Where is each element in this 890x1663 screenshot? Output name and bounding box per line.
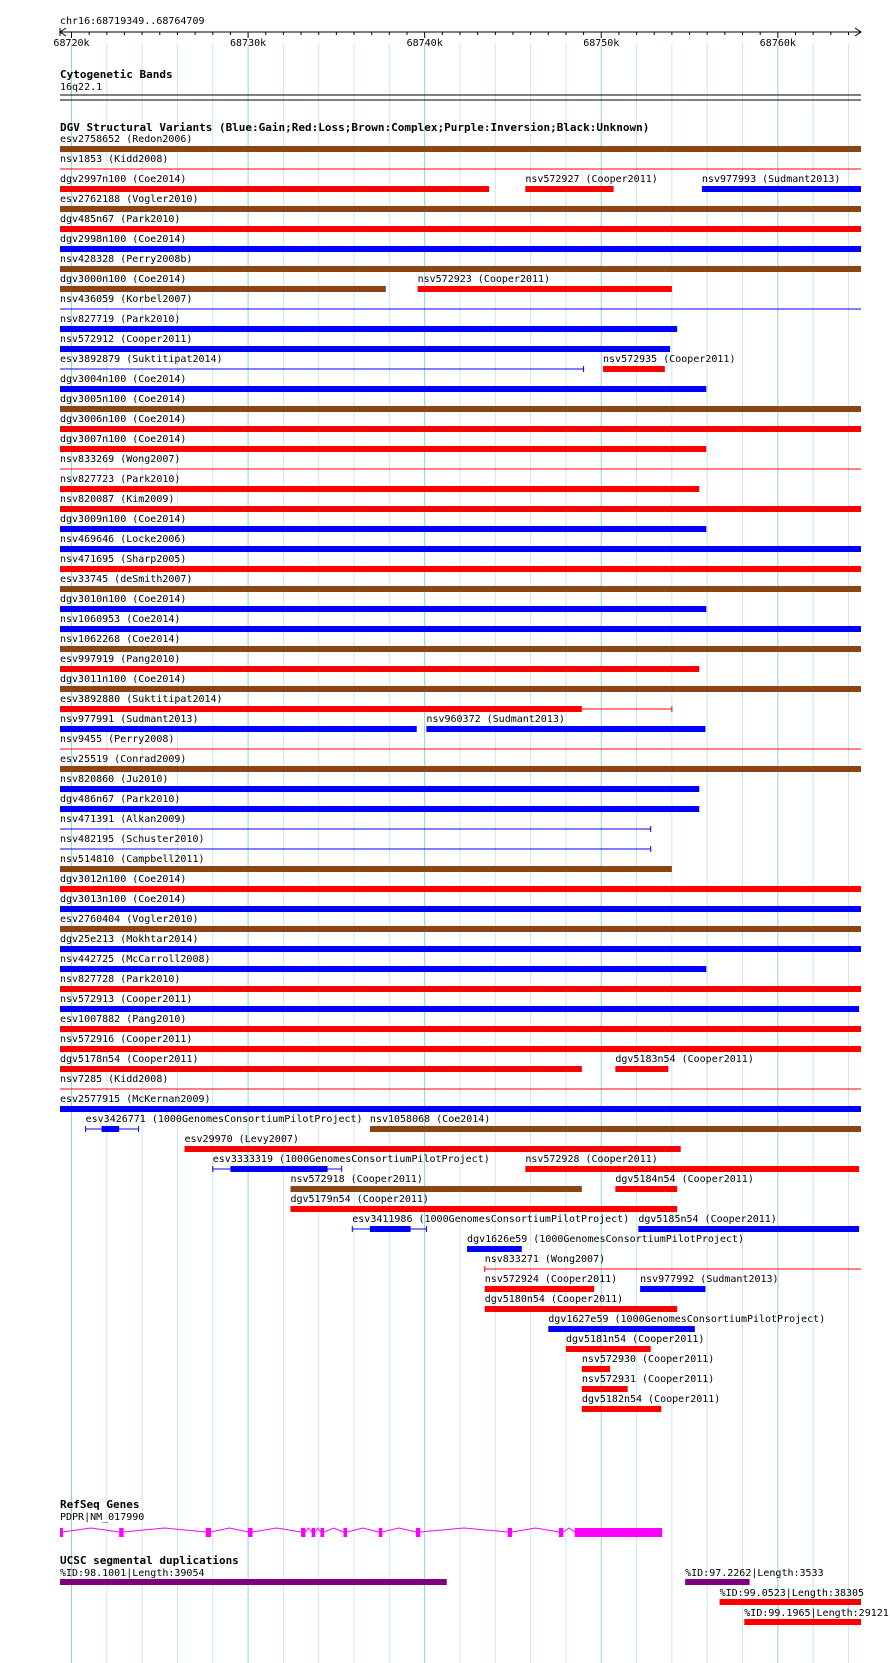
dgv-variant-bar bbox=[60, 246, 861, 252]
ruler-ticks bbox=[53, 28, 861, 49]
dgv-variant-bar bbox=[702, 186, 861, 192]
dgv-variant-label: dgv5181n54 (Cooper2011) bbox=[565, 1334, 705, 1345]
dgv-variant[interactable] bbox=[60, 514, 706, 532]
dgv-variant-label: nsv572913 (Cooper2011) bbox=[60, 994, 193, 1005]
dgv-variant[interactable] bbox=[60, 1094, 861, 1112]
dgv-variant-bar bbox=[60, 786, 699, 792]
dgv-variant-label: nsv572924 (Cooper2011) bbox=[484, 1274, 618, 1285]
dgv-variant-label: nsv572935 (Cooper2011) bbox=[603, 354, 736, 365]
dgv-variant[interactable] bbox=[60, 1014, 861, 1032]
dgv-variant[interactable] bbox=[60, 474, 699, 492]
dgv-variant[interactable] bbox=[60, 214, 861, 232]
dgv-variant[interactable] bbox=[60, 694, 672, 712]
dgv-variant-bar bbox=[485, 1306, 677, 1312]
dgv-variant-bar bbox=[60, 426, 861, 432]
dgv-variant-label: nsv442725 (McCarroll2008) bbox=[60, 954, 211, 965]
dgv-variant[interactable] bbox=[60, 954, 706, 972]
dgv-variant-label: nsv471391 (Alkan2009) bbox=[60, 814, 187, 825]
dgv-variant-label: dgv5179n54 (Cooper2011) bbox=[290, 1194, 429, 1205]
dgv-variant-bar bbox=[60, 806, 699, 812]
dgv-variant[interactable] bbox=[86, 1114, 363, 1132]
refseq-intron bbox=[211, 1528, 248, 1532]
refseq-exon bbox=[416, 1528, 420, 1537]
segdup-feature[interactable] bbox=[685, 1568, 823, 1585]
dgv-variant[interactable] bbox=[352, 1214, 629, 1232]
refseq-exon bbox=[379, 1528, 383, 1537]
dgv-variant[interactable] bbox=[370, 1114, 861, 1132]
refseq-intron bbox=[305, 1528, 311, 1532]
dgv-variant-bar bbox=[548, 1326, 695, 1332]
dgv-variant-bar bbox=[60, 706, 582, 712]
dgv-variant-bar bbox=[60, 206, 861, 212]
dgv-variant-label: nsv7285 (Kidd2008) bbox=[60, 1074, 169, 1085]
dgv-variant-label: nsv469646 (Locke2006) bbox=[60, 534, 187, 545]
ruler-tick-label: 68750k bbox=[583, 38, 620, 49]
dgv-variant-label: nsv977992 (Sudmant2013) bbox=[640, 1274, 779, 1285]
refseq-exon bbox=[119, 1528, 123, 1537]
dgv-variant-label: nsv820860 (Ju2010) bbox=[60, 774, 169, 785]
dgv-variant-label: dgv3012n100 (Coe2014) bbox=[60, 874, 187, 885]
dgv-variant[interactable] bbox=[615, 1174, 753, 1192]
dgv-variant-bar bbox=[60, 946, 861, 952]
dgv-variant[interactable] bbox=[582, 1394, 720, 1412]
dgv-variant[interactable] bbox=[60, 794, 699, 812]
dgv-variant[interactable] bbox=[485, 1294, 677, 1312]
dgv-variant[interactable] bbox=[213, 1154, 490, 1172]
refseq-gene-label: PDPR|NM_017990 bbox=[60, 1512, 145, 1523]
dgv-variant[interactable] bbox=[60, 434, 706, 452]
dgv-variant-label: nsv572918 (Cooper2011) bbox=[290, 1174, 423, 1185]
dgv-variant-bar bbox=[60, 606, 706, 612]
refseq-intron bbox=[347, 1528, 379, 1532]
segdup-rows bbox=[60, 1568, 889, 1625]
dgv-variant-bar bbox=[467, 1246, 522, 1252]
dgv-variant-bar bbox=[60, 626, 861, 632]
dgv-variant-bar bbox=[60, 766, 861, 772]
refseq-intron bbox=[382, 1528, 416, 1532]
dgv-variant[interactable] bbox=[615, 1054, 753, 1072]
dgv-variant[interactable] bbox=[290, 1194, 677, 1212]
dgv-variant-label: dgv5182n54 (Cooper2011) bbox=[581, 1394, 721, 1405]
refseq-exon bbox=[343, 1528, 347, 1537]
dgv-variant[interactable] bbox=[485, 1254, 861, 1272]
dgv-variant-label: dgv25e213 (Mokhtar2014) bbox=[60, 934, 199, 945]
dgv-variant[interactable] bbox=[60, 354, 584, 372]
dgv-variant-bar bbox=[60, 986, 861, 992]
refseq-title: RefSeq Genes bbox=[60, 1498, 140, 1511]
refseq-exon bbox=[248, 1528, 252, 1537]
ruler-tick-label: 68720k bbox=[53, 38, 90, 49]
dgv-track bbox=[60, 121, 861, 1412]
dgv-variant-label: esv3333319 (1000GenomesConsortiumPilotProject) bbox=[212, 1154, 490, 1165]
dgv-variant-label: dgv5183n54 (Cooper2011) bbox=[615, 1054, 754, 1065]
region-label: chr16:68719349..68764709 bbox=[60, 16, 205, 27]
dgv-variant[interactable] bbox=[60, 894, 861, 912]
dgv-variant[interactable] bbox=[603, 354, 735, 372]
dgv-variant-core bbox=[370, 1226, 411, 1232]
dgv-variant-core bbox=[230, 1166, 327, 1172]
dgv-variant-label: nsv1062268 (Coe2014) bbox=[60, 634, 181, 645]
ruler-tick-label: 68730k bbox=[230, 38, 267, 49]
refseq-exon bbox=[559, 1528, 563, 1537]
dgv-variant-label: dgv5184n54 (Cooper2011) bbox=[615, 1174, 754, 1185]
dgv-variant[interactable] bbox=[60, 494, 861, 512]
cytoband-band-label: 16q22.1 bbox=[60, 82, 103, 93]
dgv-variant-bar bbox=[60, 226, 861, 232]
refseq-exon bbox=[320, 1528, 324, 1537]
segdup-bar bbox=[685, 1579, 749, 1585]
dgv-variant-label: esv33745 (deSmith2007) bbox=[60, 574, 193, 585]
dgv-variant-label: nsv572931 (Cooper2011) bbox=[581, 1374, 715, 1385]
dgv-variant-label: dgv1627e59 (1000GenomesConsortiumPilotProject) bbox=[548, 1314, 826, 1325]
dgv-variant-bar bbox=[525, 1166, 859, 1172]
dgv-variant[interactable] bbox=[60, 154, 861, 169]
dgv-variant[interactable] bbox=[60, 614, 861, 632]
dgv-variant[interactable] bbox=[60, 274, 386, 292]
dgv-variant[interactable] bbox=[485, 1274, 617, 1292]
dgv-variant-bar bbox=[60, 866, 672, 872]
segdup-feature[interactable] bbox=[720, 1588, 865, 1605]
dgv-variant[interactable] bbox=[60, 134, 861, 152]
dgv-variant-label: nsv9455 (Perry2008) bbox=[60, 734, 175, 745]
refseq-intron bbox=[315, 1528, 320, 1532]
dgv-variant-label: dgv485n67 (Park2010) bbox=[60, 214, 181, 225]
dgv-variant-bar bbox=[60, 566, 861, 572]
dgv-variant[interactable] bbox=[60, 774, 699, 792]
dgv-variant-bar bbox=[566, 1346, 651, 1352]
segdup-bar bbox=[60, 1579, 447, 1585]
dgv-variant[interactable] bbox=[60, 754, 861, 772]
dgv-variant-bar bbox=[60, 266, 861, 272]
dgv-variant-bar bbox=[60, 386, 706, 392]
dgv-variant-label: esv1007882 (Pang2010) bbox=[60, 1014, 187, 1025]
dgv-variant[interactable] bbox=[60, 414, 861, 432]
segdup-label: %ID:99.1965|Length:29121 bbox=[744, 1608, 889, 1619]
dgv-variant-label: nsv977993 (Sudmant2013) bbox=[701, 174, 841, 185]
refseq-intron bbox=[252, 1528, 301, 1532]
dgv-variant-label: esv2577915 (McKernan2009) bbox=[60, 1094, 211, 1105]
refseq-exon bbox=[312, 1528, 316, 1537]
dgv-variant-label: dgv5180n54 (Cooper2011) bbox=[484, 1294, 624, 1305]
dgv-variant[interactable] bbox=[60, 914, 861, 932]
refseq-intron bbox=[512, 1528, 559, 1532]
dgv-variant-label: dgv5185n54 (Cooper2011) bbox=[638, 1214, 777, 1225]
dgv-variant-label: dgv3007n100 (Coe2014) bbox=[60, 434, 187, 445]
dgv-rows bbox=[60, 134, 861, 1412]
dgv-variant-bar bbox=[60, 326, 677, 332]
refseq-intron bbox=[563, 1528, 574, 1532]
dgv-variant-label: nsv977991 (Sudmant2013) bbox=[60, 714, 199, 725]
dgv-variant[interactable] bbox=[60, 374, 706, 392]
dgv-variant-core bbox=[102, 1126, 120, 1132]
segdup-label: %ID:99.0523|Length:38305 bbox=[719, 1588, 865, 1599]
dgv-variant-label: esv3892879 (Suktitipat2014) bbox=[60, 354, 223, 365]
dgv-variant[interactable] bbox=[60, 234, 861, 252]
dgv-variant-label: esv3426771 (1000GenomesConsortiumPilotProject) bbox=[85, 1114, 363, 1125]
cytoband-title: Cytogenetic Bands bbox=[60, 68, 173, 81]
dgv-variant[interactable] bbox=[185, 1134, 681, 1152]
dgv-variant[interactable] bbox=[467, 1234, 744, 1252]
dgv-variant-label: esv2760404 (Vogler2010) bbox=[60, 914, 199, 925]
dgv-variant-label: nsv572927 (Cooper2011) bbox=[525, 174, 658, 185]
dgv-variant-bar bbox=[525, 186, 613, 192]
dgv-variant-label: esv997919 (Pang2010) bbox=[60, 654, 181, 665]
dgv-variant[interactable] bbox=[60, 534, 861, 552]
dgv-variant-bar bbox=[60, 726, 417, 732]
cytoband-track bbox=[60, 68, 861, 100]
dgv-variant[interactable] bbox=[60, 314, 677, 332]
dgv-variant[interactable] bbox=[60, 974, 861, 992]
dgv-variant-label: dgv3011n100 (Coe2014) bbox=[60, 674, 187, 685]
refseq-exon bbox=[206, 1528, 211, 1537]
refseq-exon bbox=[508, 1528, 512, 1537]
dgv-variant-bar bbox=[60, 926, 861, 932]
dgv-variant-label: nsv827723 (Park2010) bbox=[60, 474, 181, 485]
dgv-variant-label: nsv428328 (Perry2008b) bbox=[60, 254, 193, 265]
dgv-variant-bar bbox=[290, 1206, 677, 1212]
dgv-variant[interactable] bbox=[525, 1154, 859, 1172]
dgv-variant-label: esv2758652 (Redon2006) bbox=[60, 134, 193, 145]
dgv-variant-bar bbox=[485, 1286, 594, 1292]
dgv-variant-bar bbox=[60, 186, 489, 192]
dgv-variant-bar bbox=[60, 486, 699, 492]
dgv-variant-label: nsv572930 (Cooper2011) bbox=[581, 1354, 715, 1365]
dgv-variant[interactable] bbox=[548, 1314, 825, 1332]
dgv-variant-label: dgv3004n100 (Coe2014) bbox=[60, 374, 187, 385]
dgv-variant-bar bbox=[60, 1026, 861, 1032]
dgv-variant-bar bbox=[60, 146, 861, 152]
segdup-label: %ID:98.1001|Length:39054 bbox=[60, 1568, 205, 1579]
dgv-variant[interactable] bbox=[566, 1334, 704, 1352]
dgv-variant-bar bbox=[582, 1386, 628, 1392]
dgv-variant-bar bbox=[60, 1066, 582, 1072]
dgv-variant-label: dgv3013n100 (Coe2014) bbox=[60, 894, 187, 905]
segdup-feature[interactable] bbox=[744, 1608, 889, 1625]
dgv-variant[interactable] bbox=[290, 1174, 581, 1192]
dgv-variant[interactable] bbox=[638, 1214, 859, 1232]
ruler-tick-label: 68740k bbox=[406, 38, 443, 49]
segdup-feature[interactable] bbox=[60, 1568, 447, 1585]
dgv-variant-label: nsv572912 (Cooper2011) bbox=[60, 334, 193, 345]
dgv-variant-label: dgv3005n100 (Coe2014) bbox=[60, 394, 187, 405]
dgv-variant-label: nsv471695 (Sharp2005) bbox=[60, 554, 187, 565]
dgv-variant-label: dgv3009n100 (Coe2014) bbox=[60, 514, 187, 525]
dgv-variant[interactable] bbox=[60, 854, 672, 872]
dgv-variant[interactable] bbox=[60, 934, 861, 952]
dgv-variant-bar bbox=[582, 1406, 661, 1412]
dgv-track-title: DGV Structural Variants (Blue:Gain;Red:Loss;Brown:Complex;Purple:Inversion;Black:Unknown) bbox=[60, 121, 650, 134]
dgv-variant-label: nsv820087 (Kim2009) bbox=[60, 494, 175, 505]
dgv-variant[interactable] bbox=[60, 814, 651, 832]
dgv-variant-label: esv3411986 (1000GenomesConsortiumPilotProject) bbox=[352, 1214, 630, 1225]
dgv-variant-bar bbox=[60, 346, 670, 352]
dgv-variant-label: nsv833271 (Wong2007) bbox=[484, 1254, 606, 1265]
dgv-variant-bar bbox=[60, 1046, 861, 1052]
dgv-variant-label: dgv3000n100 (Coe2014) bbox=[60, 274, 187, 285]
dgv-variant-label: esv3892880 (Suktitipat2014) bbox=[60, 694, 223, 705]
dgv-variant-label: nsv482195 (Schuster2010) bbox=[60, 834, 205, 845]
dgv-variant-label: nsv514810 (Campbell2011) bbox=[60, 854, 205, 865]
dgv-variant-label: dgv3010n100 (Coe2014) bbox=[60, 594, 187, 605]
refseq-gene-model[interactable] bbox=[60, 1528, 662, 1537]
dgv-variant[interactable] bbox=[640, 1274, 778, 1292]
dgv-variant-bar bbox=[370, 1126, 861, 1132]
dgv-variant-bar bbox=[60, 1106, 861, 1112]
dgv-variant-label: dgv3006n100 (Coe2014) bbox=[60, 414, 187, 425]
dgv-variant[interactable] bbox=[60, 654, 699, 672]
dgv-variant-bar bbox=[60, 886, 861, 892]
dgv-variant-bar bbox=[60, 1006, 859, 1012]
dgv-variant-label: nsv827719 (Park2010) bbox=[60, 314, 181, 325]
dgv-variant-label: nsv833269 (Wong2007) bbox=[60, 454, 181, 465]
dgv-variant-bar bbox=[640, 1286, 705, 1292]
dgv-variant-bar bbox=[185, 1146, 681, 1152]
dgv-variant[interactable] bbox=[60, 394, 861, 412]
segdup-title: UCSC segmental duplications bbox=[60, 1554, 239, 1567]
segdup-bar bbox=[744, 1619, 861, 1625]
dgv-variant[interactable] bbox=[60, 254, 861, 272]
dgv-variant[interactable] bbox=[582, 1354, 714, 1372]
dgv-variant[interactable] bbox=[418, 274, 672, 292]
dgv-variant[interactable] bbox=[60, 1034, 861, 1052]
dgv-variant-bar bbox=[60, 686, 861, 692]
ruler-tick-label: 68760k bbox=[759, 38, 796, 49]
dgv-variant-label: dgv1626e59 (1000GenomesConsortiumPilotProject) bbox=[467, 1234, 745, 1245]
refseq-exon bbox=[301, 1528, 305, 1537]
dgv-variant[interactable] bbox=[702, 174, 861, 192]
dgv-variant-label: esv2762188 (Vogler2010) bbox=[60, 194, 199, 205]
refseq-track bbox=[60, 1498, 662, 1537]
refseq-exon bbox=[575, 1528, 662, 1537]
dgv-variant-bar bbox=[615, 1066, 668, 1072]
segdup-track bbox=[60, 1554, 889, 1625]
dgv-variant[interactable] bbox=[60, 594, 706, 612]
refseq-intron bbox=[124, 1528, 206, 1532]
dgv-variant-bar bbox=[418, 286, 672, 292]
dgv-variant-label: dgv5178n54 (Cooper2011) bbox=[60, 1054, 199, 1065]
dgv-variant-bar bbox=[60, 526, 706, 532]
dgv-variant-bar bbox=[615, 1186, 677, 1192]
dgv-variant-label: esv25519 (Conrad2009) bbox=[60, 754, 187, 765]
dgv-variant[interactable] bbox=[525, 174, 657, 192]
dgv-variant-bar bbox=[426, 726, 705, 732]
dgv-variant[interactable] bbox=[60, 294, 861, 309]
dgv-variant-bar bbox=[60, 666, 699, 672]
dgv-variant-bar bbox=[290, 1186, 581, 1192]
dgv-variant[interactable] bbox=[60, 874, 861, 892]
dgv-variant[interactable] bbox=[60, 714, 417, 732]
dgv-variant-label: nsv1060953 (Coe2014) bbox=[60, 614, 181, 625]
dgv-variant[interactable] bbox=[60, 1054, 582, 1072]
dgv-variant-label: dgv2997n100 (Coe2014) bbox=[60, 174, 187, 185]
dgv-variant-label: nsv827728 (Park2010) bbox=[60, 974, 181, 985]
dgv-variant[interactable] bbox=[60, 194, 861, 212]
dgv-variant[interactable] bbox=[60, 834, 651, 852]
dgv-variant-bar bbox=[60, 586, 861, 592]
dgv-variant[interactable] bbox=[60, 674, 861, 692]
ruler-track bbox=[53, 16, 861, 49]
dgv-variant-label: nsv1058068 (Coe2014) bbox=[369, 1114, 491, 1125]
dgv-variant[interactable] bbox=[60, 1074, 861, 1089]
dgv-variant[interactable] bbox=[60, 334, 670, 352]
dgv-variant-bar bbox=[60, 506, 861, 512]
dgv-variant-label: dgv486n67 (Park2010) bbox=[60, 794, 181, 805]
dgv-variant-bar bbox=[60, 646, 861, 652]
dgv-variant-label: nsv572923 (Cooper2011) bbox=[417, 274, 551, 285]
dgv-variant-bar bbox=[60, 406, 861, 412]
dgv-variant-bar bbox=[638, 1226, 859, 1232]
dgv-variant[interactable] bbox=[582, 1374, 714, 1392]
refseq-intron bbox=[420, 1528, 507, 1532]
dgv-variant-bar bbox=[60, 906, 861, 912]
dgv-variant-label: nsv436059 (Korbel2007) bbox=[60, 294, 193, 305]
dgv-variant[interactable] bbox=[60, 554, 861, 572]
dgv-variant-bar bbox=[60, 446, 706, 452]
dgv-variant[interactable] bbox=[60, 634, 861, 652]
dgv-variant-bar bbox=[60, 966, 706, 972]
dgv-variant-bar bbox=[60, 286, 386, 292]
dgv-variant[interactable] bbox=[60, 454, 861, 469]
dgv-variant-label: esv29970 (Levy2007) bbox=[184, 1134, 299, 1145]
dgv-variant-label: nsv572916 (Cooper2011) bbox=[60, 1034, 193, 1045]
dgv-variant-bar bbox=[582, 1366, 610, 1372]
dgv-variant[interactable] bbox=[60, 574, 861, 592]
dgv-variant-label: dgv2998n100 (Coe2014) bbox=[60, 234, 187, 245]
dgv-variant-bar bbox=[60, 546, 861, 552]
dgv-variant-label: nsv1853 (Kidd2008) bbox=[60, 154, 169, 165]
segdup-label: %ID:97.2262|Length:3533 bbox=[685, 1568, 824, 1579]
dgv-variant-label: nsv960372 (Sudmant2013) bbox=[426, 714, 565, 725]
refseq-exon bbox=[60, 1528, 63, 1537]
dgv-variant[interactable] bbox=[60, 734, 861, 749]
refseq-intron bbox=[324, 1528, 343, 1532]
segdup-bar bbox=[720, 1599, 861, 1605]
dgv-variant-label: nsv572928 (Cooper2011) bbox=[525, 1154, 658, 1165]
dgv-variant-bar bbox=[603, 366, 665, 372]
